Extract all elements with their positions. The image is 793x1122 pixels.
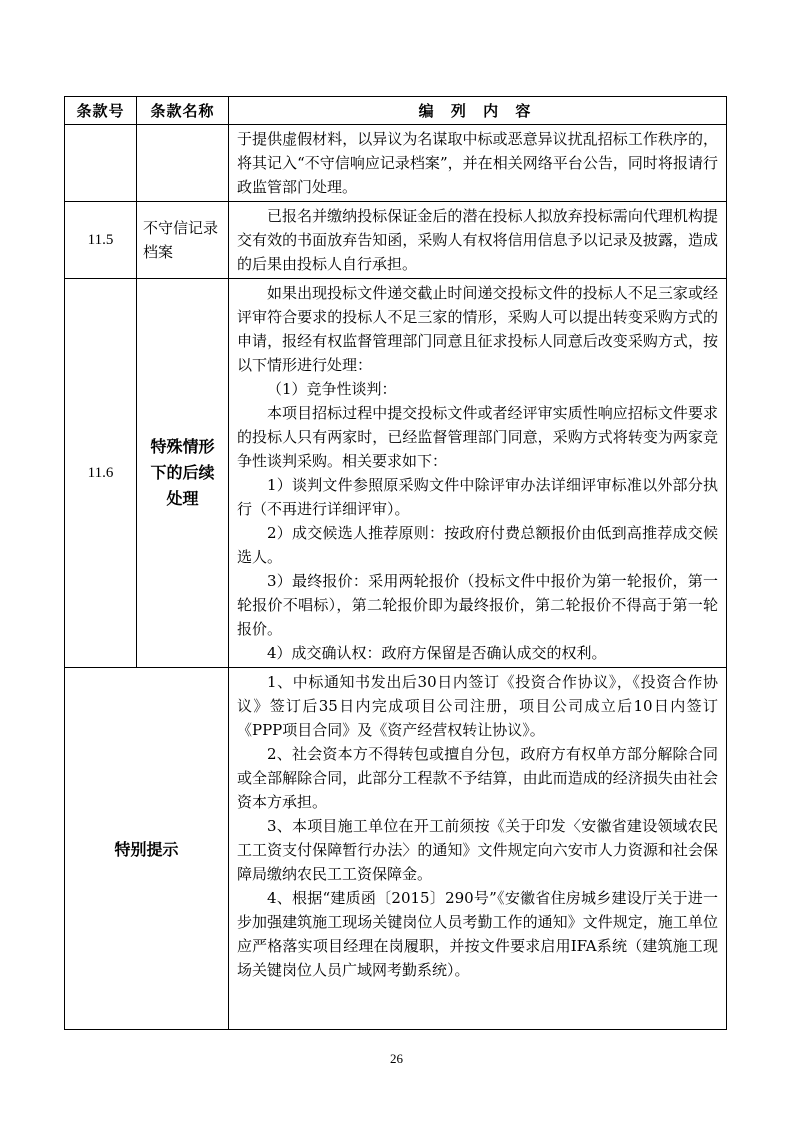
content-paragraph: （1）竞争性谈判： — [267, 380, 397, 398]
cell-content-continued — [229, 125, 727, 202]
content-paragraph: 2、社会资本方不得转包或擅自分包，政府方有权单方部分解除合同或全部解除合同，此部分工程款不予结算，由此而造成的经济损失由社会资本方承担。 — [237, 745, 718, 811]
content-paragraph: 本项目招标过程中提交投标文件或者经评审实质性响应招标文件要求的投标人只有两家时，已经监督管理部门同意，采购方式将转变为两家竞争性谈判采购。相关要求如下： — [237, 404, 718, 470]
clause-name: 不守信记录档案 — [137, 202, 229, 279]
content-paragraph: 3）最终报价：采用两轮报价（投标文件中报价为第一轮报价，第一轮报价不唱标），第二轮报价即为最终报价，第二轮报价不得高于第一轮报价。 — [237, 572, 718, 638]
header-clause-name: 条款名称 — [137, 97, 229, 125]
clause-number: 11.5 — [65, 202, 137, 279]
content-paragraph: 于提供虚假材料，以异议为名谋取中标或恶意异议扰乱招标工作秩序的，将其记入“不守信响应记录档案”，并在相关网络平台公告，同时将报请行政监管部门处理。 — [237, 130, 718, 196]
clause-number: 11.6 — [65, 279, 137, 668]
cell-name-empty — [137, 125, 229, 202]
header-content: 编 列 内 容 — [229, 97, 727, 125]
content-paragraph: 如果出现投标文件递交截止时间递交投标文件的投标人不足三家或经评审符合要求的投标人不足三家的情形，采购人可以提出转变采购方式的申请，报经有权监督管理部门同意且征求投标人同意后改变采购方式，按以下情形进行处理： — [237, 284, 718, 374]
table-row-continued — [65, 125, 727, 202]
clause-table — [64, 96, 727, 1030]
table-row-11-6 — [65, 279, 727, 668]
special-notice-content — [229, 668, 727, 1030]
content-paragraph: 1）谈判文件参照原采购文件中除评审办法详细评审标准以外部分执行（不再进行详细评审）。 — [237, 476, 718, 518]
header-clause-number: 条款号 — [65, 97, 137, 125]
special-notice-label: 特别提示 — [65, 668, 229, 1030]
content-paragraph: 1、中标通知书发出后30日内签订《投资合作协议》，《投资合作协议》签订后35日内完成项目公司注册，项目公司成立后10日内签订《PPP项目合同》及《资产经营权转让协议》。 — [237, 673, 718, 739]
table-header-row — [65, 97, 727, 125]
content-paragraph: 2）成交候选人推荐原则：按政府付费总额报价由低到高推荐成交候选人。 — [237, 524, 718, 566]
content-paragraph: 已报名并缴纳投标保证金后的潜在投标人拟放弃投标需向代理机构提交有效的书面放弃告知函，采购人有权将信用信息予以记录及披露，造成的后果由投标人自行承担。 — [237, 207, 718, 273]
content-paragraph: 4）成交确认权：政府方保留是否确认成交的权利。 — [267, 644, 607, 662]
cell-number-empty — [65, 125, 137, 202]
content-paragraph: 3、本项目施工单位在开工前须按《关于印发〈安徽省建设领域农民工工资支付保障暂行办法〉的通知》文件规定向六安市人力资源和社会保障局缴纳农民工工资保障金。 — [237, 817, 718, 883]
page-number: 26 — [390, 1051, 403, 1066]
document-page — [64, 96, 726, 1030]
table-row-special-notice — [65, 668, 727, 1030]
clause-name: 特殊情形下的后续处理 — [137, 279, 229, 668]
clause-content — [229, 279, 727, 668]
content-paragraph: 4、根据“建质函〔2015〕290号”《安徽省住房城乡建设厅关于进一步加强建筑施工现场关键岗位人员考勤工作的通知》文件规定，施工单位应严格落实项目经理在岗履职，并按文件要求启用IFA系统（建筑施工现场关键岗位人员广域网考勤系统）。 — [237, 889, 718, 979]
clause-content — [229, 202, 727, 279]
table-row-11-5 — [65, 202, 727, 279]
